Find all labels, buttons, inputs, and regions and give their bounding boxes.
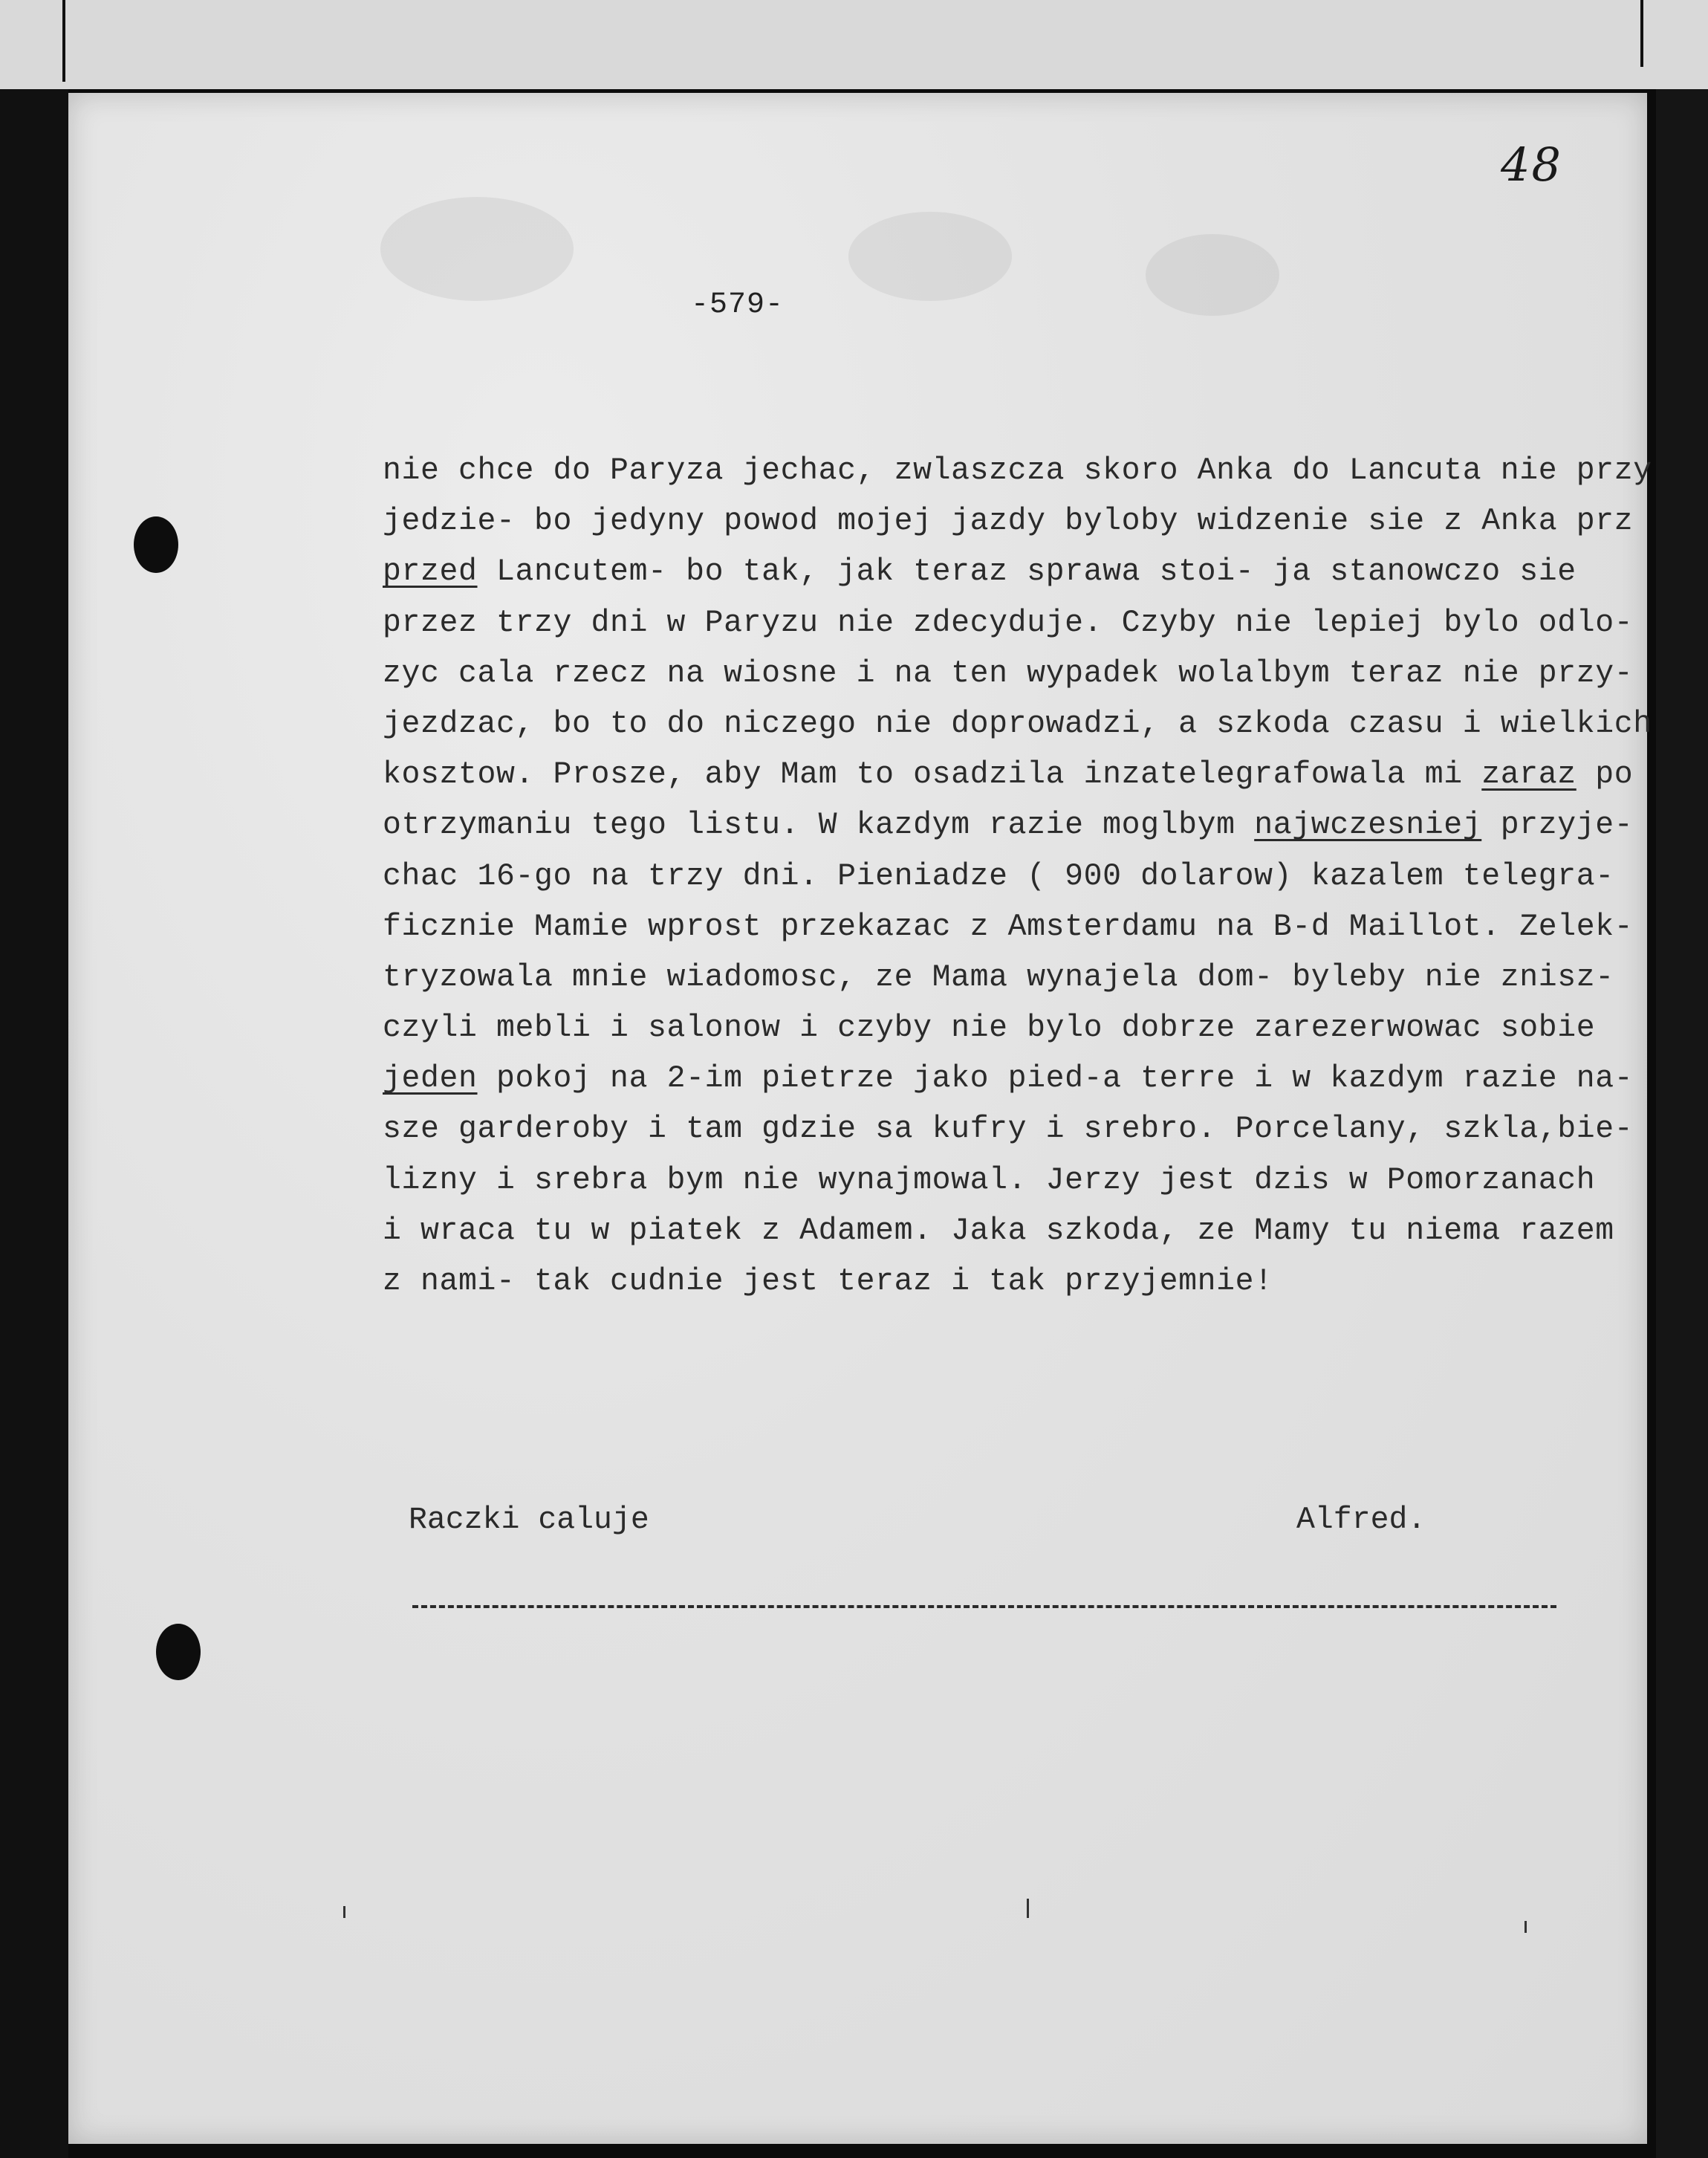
letter-line <box>383 598 1638 649</box>
text-segment: nie chce do Paryza jechac, zwlaszcza skoro Anka do Lancuta nie przy <box>383 453 1652 488</box>
text-segment: po <box>1576 757 1634 793</box>
punch-hole <box>134 516 178 573</box>
speck <box>343 1906 345 1918</box>
letter-line <box>383 750 1638 800</box>
letter-line <box>383 1054 1638 1104</box>
signature: Alfred. <box>1296 1503 1426 1538</box>
text-segment: jezdzac, bo to do niczego nie doprowadzi, a szkoda czasu i wielkich <box>383 706 1652 742</box>
letter-line <box>383 496 1638 547</box>
speck <box>1524 1921 1527 1933</box>
letter-body <box>383 446 1652 1307</box>
letter-line <box>383 800 1638 851</box>
paper-stain <box>380 197 574 301</box>
dashed-rule <box>412 1605 1556 1608</box>
film-right-margin <box>1656 89 1708 2158</box>
letter-line <box>383 1104 1638 1155</box>
underlined-word: jeden <box>383 1061 478 1097</box>
letter-line <box>383 852 1638 902</box>
letter-line <box>383 446 1652 496</box>
page-number: -579- <box>691 288 785 322</box>
paper-stain <box>848 212 1012 301</box>
text-segment: i wraca tu w piatek z Adamem. Jaka szkoda, ze Mamy tu niema razem <box>383 1213 1614 1248</box>
text-segment: czyli mebli i salonow i czyby nie bylo dobrze zarezerwowac sobie <box>383 1011 1596 1046</box>
text-segment: Lancutem- bo tak, jak teraz sprawa stoi- ja stanowczo sie <box>477 554 1577 590</box>
speck <box>1027 1899 1029 1918</box>
film-left-margin <box>0 89 68 2158</box>
letter-line <box>383 902 1638 953</box>
text-segment: ficznie Mamie wprost przekazac z Amsterdamu na B-d Maillot. Zelek- <box>383 909 1634 944</box>
underlined-word: najwczesniej <box>1254 808 1482 843</box>
text-segment: przyje- <box>1481 808 1634 843</box>
letter-line <box>383 1156 1638 1206</box>
text-segment: chac 16-go na trzy dni. Pieniadze ( 900 dolarow) kazalem telegra- <box>383 858 1614 894</box>
text-segment: zyc cala rzecz na wiosne i na ten wypadek wolalbym teraz nie przy- <box>383 655 1634 691</box>
film-edge-line <box>1640 0 1643 67</box>
text-segment: jedzie- bo jedyny powod mojej jazdy byloby widzenie sie z Anka prz <box>383 504 1634 540</box>
underlined-word: zaraz <box>1481 757 1577 793</box>
letter-line <box>383 699 1652 750</box>
letter-line <box>383 953 1638 1003</box>
letter-line <box>383 1257 1638 1307</box>
film-edge-line <box>62 0 65 82</box>
text-segment: lizny i srebra bym nie wynajmowal. Jerzy jest dzis w Pomorzanach <box>383 1162 1596 1198</box>
film-top-strip <box>0 0 1708 89</box>
paper-stain <box>1146 234 1279 316</box>
text-segment: sze garderoby i tam gdzie sa kufry i srebro. Porcelany, szkla,bie- <box>383 1112 1634 1147</box>
text-segment: pokoj na 2-im pietrze jako pied-a terre i w kazdym razie na- <box>477 1061 1634 1097</box>
letter-line <box>383 1003 1638 1054</box>
text-segment: otrzymaniu tego listu. W kazdym razie moglbym <box>383 808 1255 843</box>
letter-line <box>383 1206 1638 1257</box>
letter-line <box>383 649 1638 699</box>
closing-phrase: Raczki caluje <box>409 1503 649 1538</box>
text-segment: tryzowala mnie wiadomosc, ze Mama wynajela dom- byleby nie znisz- <box>383 959 1614 995</box>
text-segment: kosztow. Prosze, aby Mam to osadzila inzatelegrafowala mi <box>383 757 1482 793</box>
underlined-word: przed <box>383 554 478 590</box>
punch-hole <box>156 1624 201 1680</box>
letter-line <box>383 547 1638 597</box>
folio-number: 48 <box>1501 137 1562 192</box>
text-segment: przez trzy dni w Paryzu nie zdecyduje. Czyby nie lepiej bylo odlo- <box>383 605 1634 641</box>
text-segment: z nami- tak cudnie jest teraz i tak przyjemnie! <box>383 1264 1273 1299</box>
